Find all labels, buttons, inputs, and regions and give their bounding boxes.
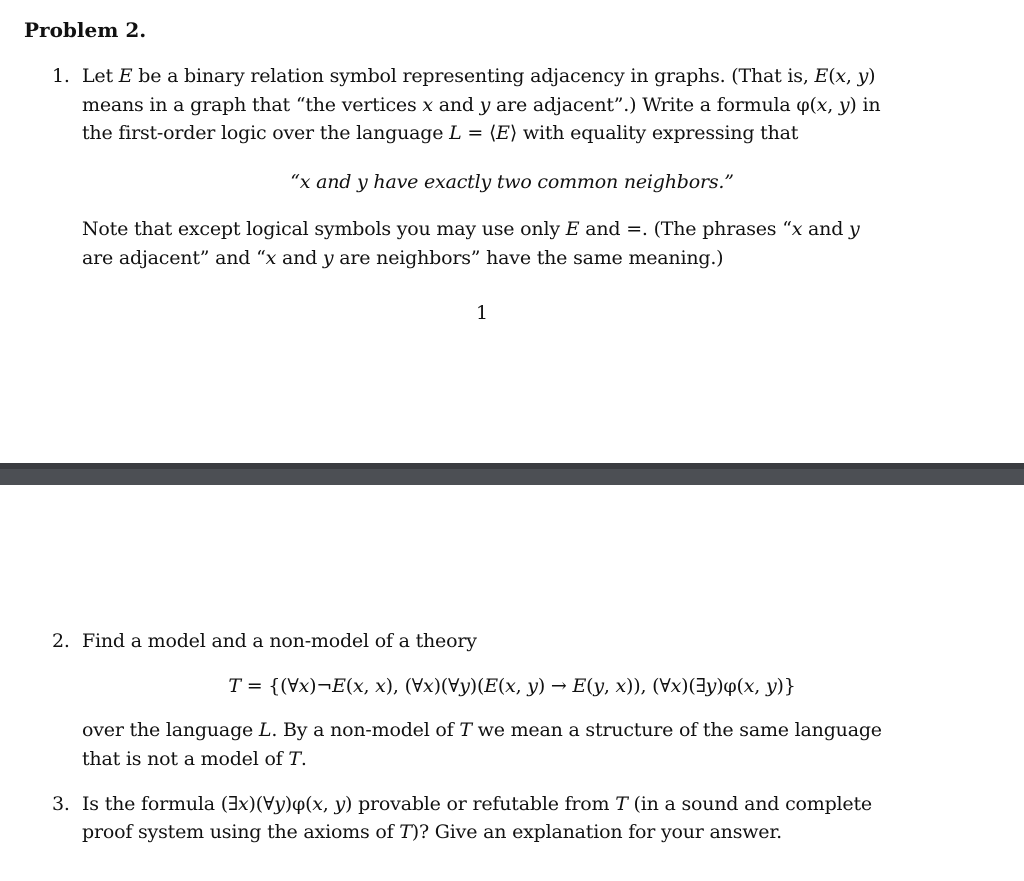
problem-heading: Problem 2. [24,18,147,42]
item-1-note-line-2: are adjacent” and “𝑥 and 𝑦 are neighbors” have the same meaning.) [82,247,724,269]
item-1-number: 1. [52,65,70,87]
page-number: 1 [475,302,489,324]
item-1-line-2: means in a graph that “the vertices 𝑥 and 𝑦 are adjacent”.) Write a formula φ(𝑥, 𝑦) in [82,94,881,116]
page-separator [0,463,1024,485]
item-3-number: 3. [52,793,70,815]
document-page-2 [0,485,1024,881]
item-1-line-1: Let 𝐸 be a binary relation symbol representing adjacency in graphs. (That is, 𝐸(𝑥, 𝑦) [82,65,876,87]
item-2-formula: 𝑇 = {(∀𝑥)¬𝐸(𝑥, 𝑥), (∀𝑥)(∀𝑦)(𝐸(𝑥, 𝑦) → 𝐸(𝑦, 𝑥)), (∀𝑥)(∃𝑦)φ(𝑥, 𝑦)} [228,675,796,697]
item-2-line-1: Find a model and a non-model of a theory [82,630,477,652]
item-3-line-1: Is the formula (∃𝑥)(∀𝑦)φ(𝑥, 𝑦) provable or refutable from 𝑇 (in a sound and complete [82,793,872,815]
item-2-after-line-2: that is not a model of 𝑇. [82,748,307,770]
item-1-note-line-1: Note that except logical symbols you may use only 𝐸 and =. (The phrases “𝑥 and 𝑦 [82,218,860,240]
item-2-number: 2. [52,630,70,652]
item-3-line-2: proof system using the axioms of 𝑇)? Give an explanation for your answer. [82,821,782,843]
item-1-line-3: the first-order logic over the language 𝐿 = ⟨𝐸⟩ with equality expressing that [82,122,799,144]
item-1-quote: “𝑥 and 𝑦 have exactly two common neighbors.” [290,171,734,193]
item-2-after-line-1: over the language 𝐿. By a non-model of 𝑇 we mean a structure of the same language [82,719,882,741]
